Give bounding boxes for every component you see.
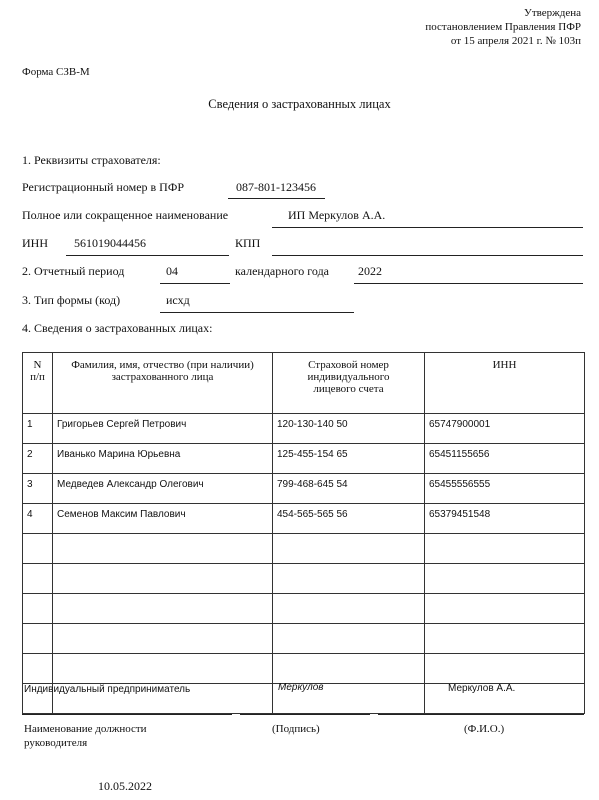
cell-snils: 454-565-565 56 [273, 504, 425, 534]
cell-snils [273, 564, 425, 594]
approval-line-1: Утверждена [524, 7, 581, 19]
cell-inn: 65451155656 [425, 444, 585, 474]
approval-block [425, 6, 581, 48]
reg-number-underline [228, 198, 325, 199]
position-underline [22, 714, 232, 715]
form-name: Форма СЗВ-М [22, 66, 90, 78]
cell-snils [273, 534, 425, 564]
insured-persons-table [22, 352, 585, 714]
cell-fio [53, 594, 273, 624]
form-type-value: исхд [166, 293, 190, 307]
cell-inn: 65455556555 [425, 474, 585, 504]
form-type-label: 3. Тип формы (код) [22, 293, 121, 307]
table-row [23, 624, 585, 654]
approval-line-3: от 15 апреля 2021 г. № 103п [450, 35, 581, 47]
cell-number [23, 654, 53, 684]
cell-inn: 65747900001 [425, 414, 585, 444]
document-title: Сведения о застрахованных лицах [208, 97, 391, 111]
table-row [23, 594, 585, 624]
header-snils: Страховой номер индивидуального лицевого счета [273, 353, 425, 414]
cell-snils [273, 624, 425, 654]
approval-line-2: постановлением Правления ПФР [425, 21, 581, 33]
cell-inn [425, 534, 585, 564]
fio-value: Меркулов А.А. [448, 683, 516, 694]
name-underline [272, 227, 583, 228]
cell-fio: Семенов Максим Павлович [53, 504, 273, 534]
cell-inn [425, 624, 585, 654]
cell-number: 1 [23, 414, 53, 444]
cell-fio [53, 564, 273, 594]
inn-value: 561019044456 [74, 236, 146, 250]
inn-underline [66, 255, 229, 256]
year-label: календарного года [235, 264, 330, 278]
section-4-heading: 4. Сведения о застрахованных лицах: [22, 321, 213, 335]
year-value: 2022 [358, 264, 382, 278]
period-underline [160, 283, 230, 284]
cell-inn: 65379451548 [425, 504, 585, 534]
cell-number: 2 [23, 444, 53, 474]
period-label: 2. Отчетный период [22, 264, 125, 278]
table-header-row [23, 353, 585, 414]
cell-fio: Григорьев Сергей Петрович [53, 414, 273, 444]
cell-fio: Иванько Марина Юрьевна [53, 444, 273, 474]
header-fio: Фамилия, имя, отчество (при наличии) застрахованного лица [53, 353, 273, 414]
signature-underline [240, 714, 370, 715]
position-value: Индивидуальный предприниматель [24, 684, 191, 695]
name-value: ИП Меркулов А.А. [288, 208, 386, 222]
signature-value: Меркулов [278, 682, 324, 693]
cell-number: 3 [23, 474, 53, 504]
cell-snils [273, 594, 425, 624]
header-inn: ИНН [425, 353, 585, 414]
position-caption: Наименование должности руководителя [24, 723, 147, 749]
cell-number [23, 534, 53, 564]
cell-snils: 125-455-154 65 [273, 444, 425, 474]
fio-caption: (Ф.И.О.) [464, 723, 505, 735]
period-value: 04 [166, 264, 178, 278]
cell-fio [53, 624, 273, 654]
table-row [23, 444, 585, 474]
table-row [23, 564, 585, 594]
year-underline [354, 283, 583, 284]
name-label: Полное или сокращенное наименование [22, 208, 229, 222]
cell-fio [53, 534, 273, 564]
inn-label: ИНН [22, 236, 48, 250]
fio-underline [378, 714, 584, 715]
cell-inn [425, 564, 585, 594]
reg-number-value: 087-801-123456 [236, 180, 316, 194]
cell-number [23, 564, 53, 594]
cell-snils: 120-130-140 50 [273, 414, 425, 444]
header-number: N п/п [23, 353, 53, 414]
table-row [23, 654, 585, 684]
cell-fio: Медведев Александр Олегович [53, 474, 273, 504]
cell-fio [53, 654, 273, 684]
document-date: 10.05.2022 [98, 779, 152, 793]
reg-number-label: Регистрационный номер в ПФР [22, 180, 184, 194]
signature-caption: (Подпись) [272, 723, 320, 735]
section-1-heading: 1. Реквизиты страхователя: [22, 153, 161, 167]
cell-number [23, 594, 53, 624]
cell-number: 4 [23, 504, 53, 534]
cell-number [23, 624, 53, 654]
form-type-underline [160, 312, 354, 313]
cell-snils [273, 654, 425, 684]
cell-inn [425, 654, 585, 684]
table-row [23, 414, 585, 444]
cell-snils: 799-468-645 54 [273, 474, 425, 504]
kpp-label: КПП [235, 236, 261, 250]
table-row [23, 534, 585, 564]
table-row [23, 474, 585, 504]
table-row [23, 504, 585, 534]
kpp-underline [272, 255, 583, 256]
cell-inn [425, 594, 585, 624]
